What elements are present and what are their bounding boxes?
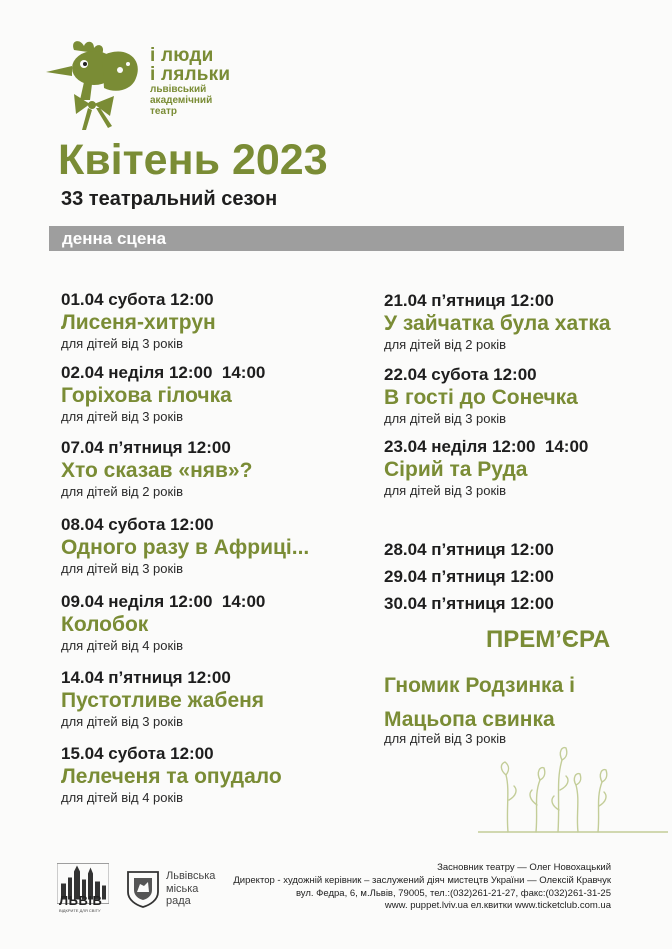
premiere-date: 29.04 п’ятниця 12:00 [384, 567, 554, 586]
schedule-entry [61, 290, 216, 352]
premiere-title-line-1: Гномик Родзинка і [384, 674, 575, 697]
credit-director: Директор - художній керівник – заслужений діяч мистецтв України — Олексій Кравчук [233, 874, 611, 886]
schedule-entry [61, 515, 309, 577]
council-line-2: міська [166, 882, 199, 895]
bird-puppet-icon [44, 38, 144, 133]
logo-small-2: академічний [150, 95, 213, 106]
plant-sprouts-icon [478, 740, 668, 840]
premiere-title [384, 669, 575, 737]
performance-date: 22.04 субота 12:00 [384, 365, 537, 384]
schedule-entry [61, 744, 282, 806]
schedule-entry [61, 438, 252, 500]
age-note: для дітей від 4 років [61, 790, 183, 805]
age-note: для дітей від 2 років [61, 484, 183, 499]
performance-title: Горіхова гілочка [61, 384, 232, 407]
premiere-title-line-2: Мацьопа свинка [384, 708, 555, 731]
premiere-label: ПРЕМ’ЄРА [486, 626, 611, 653]
premiere-date: 30.04 п’ятниця 12:00 [384, 594, 554, 613]
schedule-entry [61, 592, 265, 654]
performance-date: 23.04 неділя 12:00 14:00 [384, 437, 589, 456]
performance-title: У зайчатка була хатка [384, 312, 611, 335]
lviv-wordmark: ЛЬВІВ [59, 893, 103, 908]
performance-title: В гості до Сонечка [384, 386, 578, 409]
performance-title: Пустотливе жабеня [61, 689, 265, 712]
premiere-age-note: для дітей від 3 років [384, 731, 506, 746]
performance-title: Лисеня-хитрун [61, 311, 216, 334]
performance-date: 01.04 субота 12:00 [61, 290, 214, 309]
performance-date: 14.04 п’ятниця 12:00 [61, 668, 231, 687]
credit-websites: www. puppet.lviv.ua ел.квитки www.ticketclub.com.ua [384, 900, 611, 912]
performance-title: Сірий та Руда [384, 458, 528, 481]
age-note: для дітей від 3 років [61, 409, 183, 424]
performance-title: Одного разу в Африці... [61, 536, 310, 559]
age-note: для дітей від 3 років [61, 561, 183, 576]
credit-address: вул. Федра, 6, м.Львів, 79005, тел.:(032)261-21-27, факс:(032)261-31-25 [295, 887, 611, 899]
season-subtitle: 33 театральний сезон [61, 188, 278, 210]
logo-small-1: львівський [150, 84, 207, 95]
performance-title: Лелеченя та опудало [61, 765, 282, 788]
performance-title: Хто сказав «няв»? [61, 459, 253, 482]
stage-bar [49, 226, 624, 251]
theatre-credits [233, 862, 611, 913]
city-council-crest-icon [126, 870, 160, 908]
premiere-dates [384, 536, 554, 617]
schedule-entry [384, 365, 578, 427]
schedule-entry [384, 291, 611, 353]
credit-founder: Засновник театру — Олег Новохацький [437, 862, 611, 873]
performance-date: 07.04 п’ятниця 12:00 [61, 438, 231, 457]
city-council-label [166, 870, 215, 908]
schedule-entry [384, 437, 588, 499]
month-title: Квітень 2023 [58, 136, 328, 184]
lviv-slogan: ВІДКРИТЕ ДЛЯ СВІТУ [59, 908, 101, 913]
logo-line-2: і ляльки [150, 64, 231, 85]
schedule-entry [61, 668, 264, 730]
logo-line-1: і люди [150, 45, 214, 66]
performance-date: 21.04 п’ятниця 12:00 [384, 291, 554, 310]
premiere-date: 28.04 п’ятниця 12:00 [384, 540, 554, 559]
stage-label: денна сцена [62, 229, 167, 248]
age-note: для дітей від 3 років [384, 411, 506, 426]
age-note: для дітей від 3 років [61, 714, 183, 729]
age-note: для дітей від 4 років [61, 638, 183, 653]
performance-date: 09.04 неділя 12:00 14:00 [61, 592, 266, 611]
performance-title: Колобок [61, 613, 149, 636]
council-line-3: рада [166, 895, 191, 907]
age-note: для дітей від 2 років [384, 337, 506, 352]
age-note: для дітей від 3 років [384, 483, 506, 498]
schedule-entry [61, 363, 265, 425]
performance-date: 08.04 субота 12:00 [61, 515, 214, 534]
logo-small-3: театр [150, 106, 178, 117]
theatre-logo-text [150, 46, 230, 117]
council-line-1: Львівська [166, 870, 216, 882]
age-note: для дітей від 3 років [61, 336, 183, 351]
performance-date: 15.04 субота 12:00 [61, 744, 214, 763]
performance-date: 02.04 неділя 12:00 14:00 [61, 363, 266, 382]
